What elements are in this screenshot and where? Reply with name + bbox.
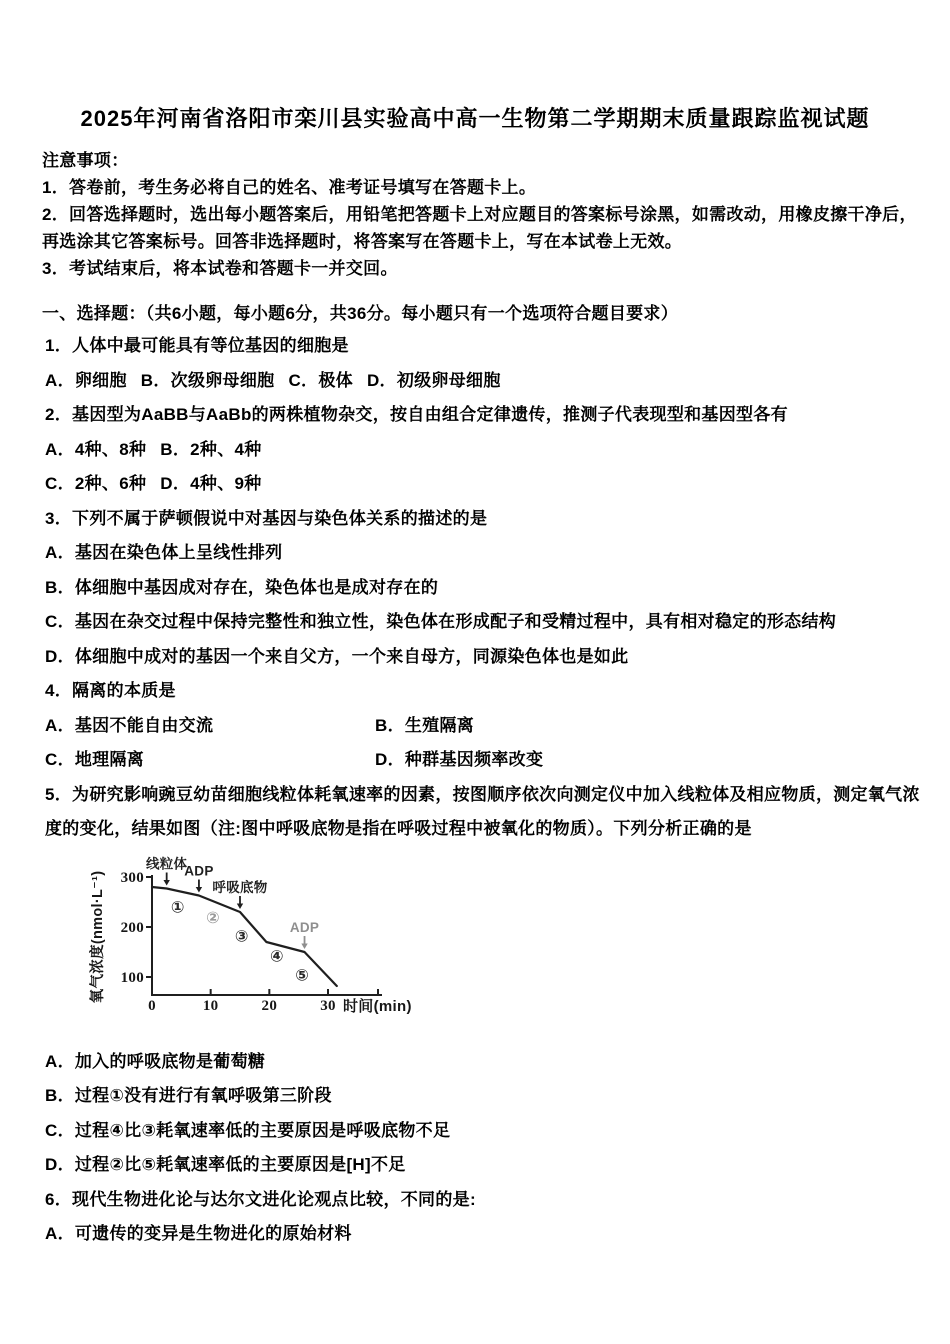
notice-line-4: 3．考试结束后，将本试卷和答题卡一并交回。 xyxy=(42,259,398,278)
question-3-option-row-4 xyxy=(45,640,950,675)
addition-annotation-4 xyxy=(290,920,319,949)
question-3-option-B: B．体细胞中基因成对存在，染色体也是成对存在的 xyxy=(45,577,439,597)
addition-label: ADP xyxy=(184,863,214,878)
question-3-option-A: A．基因在染色体上呈线性排列 xyxy=(45,543,283,562)
addition-annotation-2 xyxy=(184,863,213,892)
question-3-option-D: D．体细胞中成对的基因一个来自父方，一个来自母方，同源染色体也是如此 xyxy=(45,646,629,666)
svg-text:200: 200 xyxy=(120,919,144,936)
stage-number-2: ② xyxy=(206,909,220,927)
question-1-option-A: A．卵细胞 xyxy=(45,370,127,390)
notice-section xyxy=(0,147,950,282)
question-5-option-row-2 xyxy=(45,1079,950,1114)
question-2-stem-line-1: 2．基因型为AaBB与AaBb的两株植物杂交，按自由组合定律遗传，推测子代表现型和基因型各有 xyxy=(45,405,788,424)
question-2-option-C: C．2种、6种 xyxy=(45,474,147,493)
oxygen-consumption-chart xyxy=(81,847,453,1027)
question-1-stem-line-1: 1．人体中最可能具有等位基因的细胞是 xyxy=(45,336,349,355)
svg-text:100: 100 xyxy=(120,969,144,986)
question-5-option-C: C．过程④比③耗氧速率低的主要原因是呼吸底物不足 xyxy=(45,1120,451,1140)
svg-text:10: 10 xyxy=(202,997,219,1014)
y-axis-label: 氧气浓度(nmol·L⁻¹) xyxy=(90,870,106,1003)
question-5-option-D: D．过程②比⑤耗氧速率低的主要原因是[H]不足 xyxy=(45,1155,406,1174)
question-3-option-C: C．基因在杂交过程中保持完整性和独立性，染色体在形成配子和受精过程中，具有相对稳定的形态结构 xyxy=(45,612,837,631)
question-3-option-row-1 xyxy=(45,536,950,571)
stage-number-5: ⑤ xyxy=(295,967,310,984)
question-2-option-D: D．4种、9种 xyxy=(160,474,262,493)
question-4-option-A: A．基因不能自由交流 xyxy=(45,715,214,735)
notice-line-2: 2．回答选择题时，选出每小题答案后，用铅笔把答题卡上对应题目的答案标号涂黑，如需改动，用橡皮擦干净后， xyxy=(42,205,917,224)
question-5-stem-line-1: 5．为研究影响豌豆幼苗细胞线粒体耗氧速率的因素，按图顺序依次向测定仪中加入线粒体及相应物质，测定氧气浓 xyxy=(45,784,920,804)
question-1-option-D: D．初级卵母细胞 xyxy=(366,370,501,390)
question-2-option-A: A．4种、8种 xyxy=(45,439,147,459)
question-2-option-B: B．2种、4种 xyxy=(160,439,262,459)
question-2 xyxy=(45,398,950,502)
notice-lines xyxy=(42,174,917,282)
question-4-option-B: B．生殖隔离 xyxy=(375,715,475,735)
question-4 xyxy=(45,674,950,778)
question-3-option-row-3 xyxy=(45,605,950,640)
question-6-option-row-1 xyxy=(45,1217,950,1252)
question-1 xyxy=(45,329,950,398)
question-4-option-row-2 xyxy=(45,743,950,778)
question-4-option-D: D．种群基因频率改变 xyxy=(375,750,544,769)
notice-line-1: 1．答卷前，考生务必将自己的姓名、准考证号填写在答题卡上。 xyxy=(42,178,537,197)
notice-heading: 注意事项： xyxy=(42,151,129,170)
question-5-stem-line-2: 度的变化，结果如图（注:图中呼吸底物是指在呼吸过程中被氧化的物质）。下列分析正确的是 xyxy=(45,819,752,838)
question-6-stem-line-1: 6．现代生物进化论与达尔文进化论观点比较，不同的是: xyxy=(45,1189,476,1209)
question-5-option-row-3 xyxy=(45,1114,950,1149)
question-5-option-B: B．过程①没有进行有氧呼吸第三阶段 xyxy=(45,1086,332,1105)
question-5 xyxy=(45,778,950,1183)
question-4-option-row-1 xyxy=(45,709,950,744)
oxygen-chart-figure xyxy=(81,847,453,1027)
addition-label: ADP xyxy=(289,919,320,935)
question-4-stem-line-1: 4．隔离的本质是 xyxy=(45,681,176,700)
svg-text:0: 0 xyxy=(148,997,156,1014)
question-1-option-row-1 xyxy=(45,364,950,399)
question-3 xyxy=(45,502,950,675)
x-axis-label: 时间(min) xyxy=(343,997,412,1015)
question-5-option-row-4 xyxy=(45,1148,950,1183)
addition-label: 呼吸底物 xyxy=(212,879,268,895)
page-title: 2025年河南省洛阳市栾川县实验高中高一生物第二学期期末质量跟踪监视试题 xyxy=(80,106,870,131)
stage-number-3: ③ xyxy=(234,928,249,945)
questions xyxy=(0,329,950,1252)
stage-number-4: ④ xyxy=(270,948,284,965)
addition-label: 线粒体 xyxy=(145,856,188,871)
question-5-option-row-1 xyxy=(45,1045,950,1080)
question-1-option-B: B．次级卵母细胞 xyxy=(140,370,275,390)
svg-text:300: 300 xyxy=(120,869,144,886)
question-4-option-C: C．地理隔离 xyxy=(45,750,145,769)
question-3-option-row-2 xyxy=(45,571,950,606)
svg-text:30: 30 xyxy=(320,997,336,1014)
question-5-option-A: A．加入的呼吸底物是葡萄糖 xyxy=(45,1051,266,1071)
question-2-option-row-1 xyxy=(45,433,950,468)
question-3-stem-line-1: 3．下列不属于萨顿假说中对基因与染色体关系的描述的是 xyxy=(45,508,488,528)
notice-line-3: 再选涂其它答案标号。回答非选择题时，将答案写在答题卡上，写在本试卷上无效。 xyxy=(42,232,683,251)
svg-text:20: 20 xyxy=(261,997,278,1014)
question-6-option-A: A．可遗传的变异是生物进化的原始材料 xyxy=(45,1224,352,1243)
stage-number-1: ① xyxy=(170,899,185,916)
question-1-option-C: C．极体 xyxy=(288,370,353,390)
question-6 xyxy=(45,1183,950,1252)
question-2-option-row-2 xyxy=(45,467,950,502)
section-heading: 一、选择题：（共6小题，每小题6分，共36分。每小题只有一个选项符合题目要求） xyxy=(42,304,679,323)
